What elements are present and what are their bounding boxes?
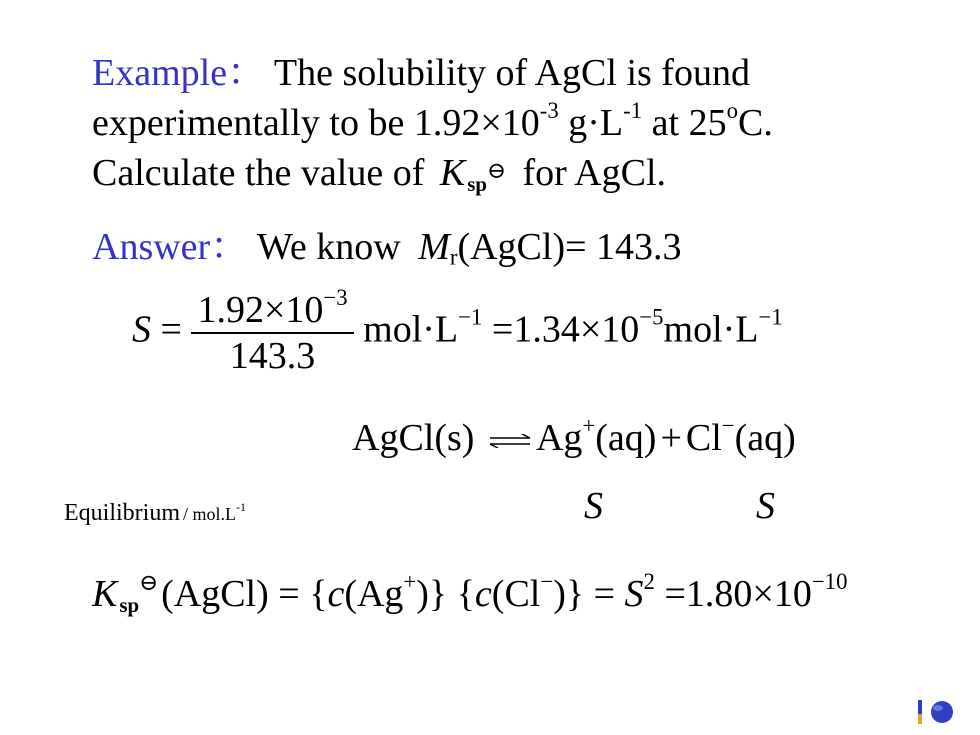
result-value: 1.34×10 bbox=[513, 308, 640, 351]
equals-sign: = bbox=[160, 308, 182, 351]
example-text-3b: for AgCl. bbox=[522, 152, 667, 194]
ksp-k: K bbox=[439, 152, 466, 194]
plus-sign: + bbox=[660, 417, 682, 459]
answer-text: We know bbox=[257, 226, 401, 268]
silver-charge: + bbox=[582, 412, 596, 438]
example-label: Example bbox=[92, 52, 228, 94]
molar-mass-m: M bbox=[418, 226, 450, 268]
conc-c1: c bbox=[327, 573, 345, 615]
ksp-symbol bbox=[439, 152, 507, 205]
chloride-state: (aq) bbox=[734, 417, 796, 459]
reactant: AgCl(s) bbox=[352, 417, 475, 459]
ksp-cl-charge: − bbox=[540, 568, 554, 594]
equilibrium-arrow-icon bbox=[488, 434, 532, 448]
molar-mass-value: (AgCl)= 143.3 bbox=[457, 226, 682, 268]
ksp-s-exponent: 2 bbox=[643, 568, 655, 594]
temperature-text: at 25 bbox=[651, 102, 727, 144]
ksp-result-exponent: −10 bbox=[811, 568, 848, 594]
celsius: C. bbox=[738, 102, 773, 144]
unit-b: mol·L bbox=[663, 308, 759, 351]
example-text-3a: Calculate the value of bbox=[92, 152, 425, 194]
equilibrium-text: Equilibrium bbox=[64, 500, 180, 526]
result-equals: = bbox=[491, 308, 514, 351]
equilibrium-unit-exponent: -1 bbox=[236, 500, 246, 514]
ksp-equation bbox=[92, 568, 848, 618]
ksp-ag-charge: + bbox=[403, 568, 417, 594]
equilibrium-unit: / mol.L bbox=[183, 504, 236, 524]
molar-mass-subscript: r bbox=[449, 244, 458, 270]
ten: 10 bbox=[501, 102, 540, 144]
conc-c2: c bbox=[474, 573, 492, 615]
silver-state: (aq) bbox=[595, 417, 657, 459]
equilibrium-s-chloride bbox=[756, 484, 775, 528]
chloride-ion: Cl bbox=[685, 417, 722, 459]
fraction-numerator bbox=[191, 284, 353, 334]
chloride-charge: − bbox=[721, 412, 735, 438]
ksp-s: S bbox=[624, 573, 644, 615]
degree-sign: o bbox=[726, 97, 738, 123]
example-text-2a: experimentally to be 1.92 bbox=[92, 102, 481, 144]
ksp-result: =1.80×10 bbox=[664, 573, 812, 615]
result-exponent: −5 bbox=[639, 304, 664, 330]
unit-a: mol·L bbox=[363, 308, 459, 351]
example-line-1 bbox=[92, 52, 750, 94]
exponent: -3 bbox=[539, 97, 559, 123]
solubility-equation bbox=[132, 284, 783, 378]
unit: g·L bbox=[568, 102, 624, 144]
corner-logo-icon bbox=[916, 700, 968, 724]
ksp2-k: K bbox=[92, 573, 118, 615]
equilibrium-label bbox=[64, 500, 246, 527]
ksp2-subscript: sp bbox=[119, 593, 140, 618]
silver-ion: Ag bbox=[535, 417, 583, 459]
ksp-ag: (Ag bbox=[344, 573, 404, 615]
fraction bbox=[191, 284, 353, 378]
fraction-denominator: 143.3 bbox=[229, 335, 316, 377]
answer-colon: ： bbox=[210, 226, 249, 268]
theta-icon: ⊖ bbox=[486, 158, 507, 183]
equilibrium-s-silver bbox=[584, 484, 603, 528]
reaction-equation bbox=[352, 412, 796, 460]
numerator-exponent: −3 bbox=[323, 284, 348, 310]
unit-a-exponent: −1 bbox=[458, 304, 483, 330]
ksp-close: )} = bbox=[553, 573, 616, 615]
solubility-symbol: S bbox=[132, 308, 151, 351]
example-text-1: The solubility of AgCl is found bbox=[273, 52, 750, 94]
example-line-3 bbox=[92, 152, 666, 205]
ksp-symbol-2 bbox=[92, 570, 159, 618]
example-colon: ： bbox=[227, 52, 266, 94]
example-line-2 bbox=[92, 97, 773, 144]
times-sign: × bbox=[480, 102, 502, 144]
numerator-value: 1.92×10 bbox=[197, 289, 324, 331]
theta-icon: ⊖ bbox=[139, 570, 159, 595]
ksp-subscript: sp bbox=[467, 172, 487, 197]
unit-exponent: -1 bbox=[623, 97, 643, 123]
ksp-mid: )} { bbox=[416, 573, 475, 615]
answer-line bbox=[92, 226, 682, 268]
s-chloride: S bbox=[756, 485, 775, 527]
ksp-cl: (Cl bbox=[491, 573, 541, 615]
ksp-lhs: (AgCl) = { bbox=[161, 573, 328, 615]
unit-b-exponent: −1 bbox=[758, 304, 783, 330]
s-silver: S bbox=[584, 485, 603, 527]
answer-label: Answer bbox=[92, 226, 211, 268]
